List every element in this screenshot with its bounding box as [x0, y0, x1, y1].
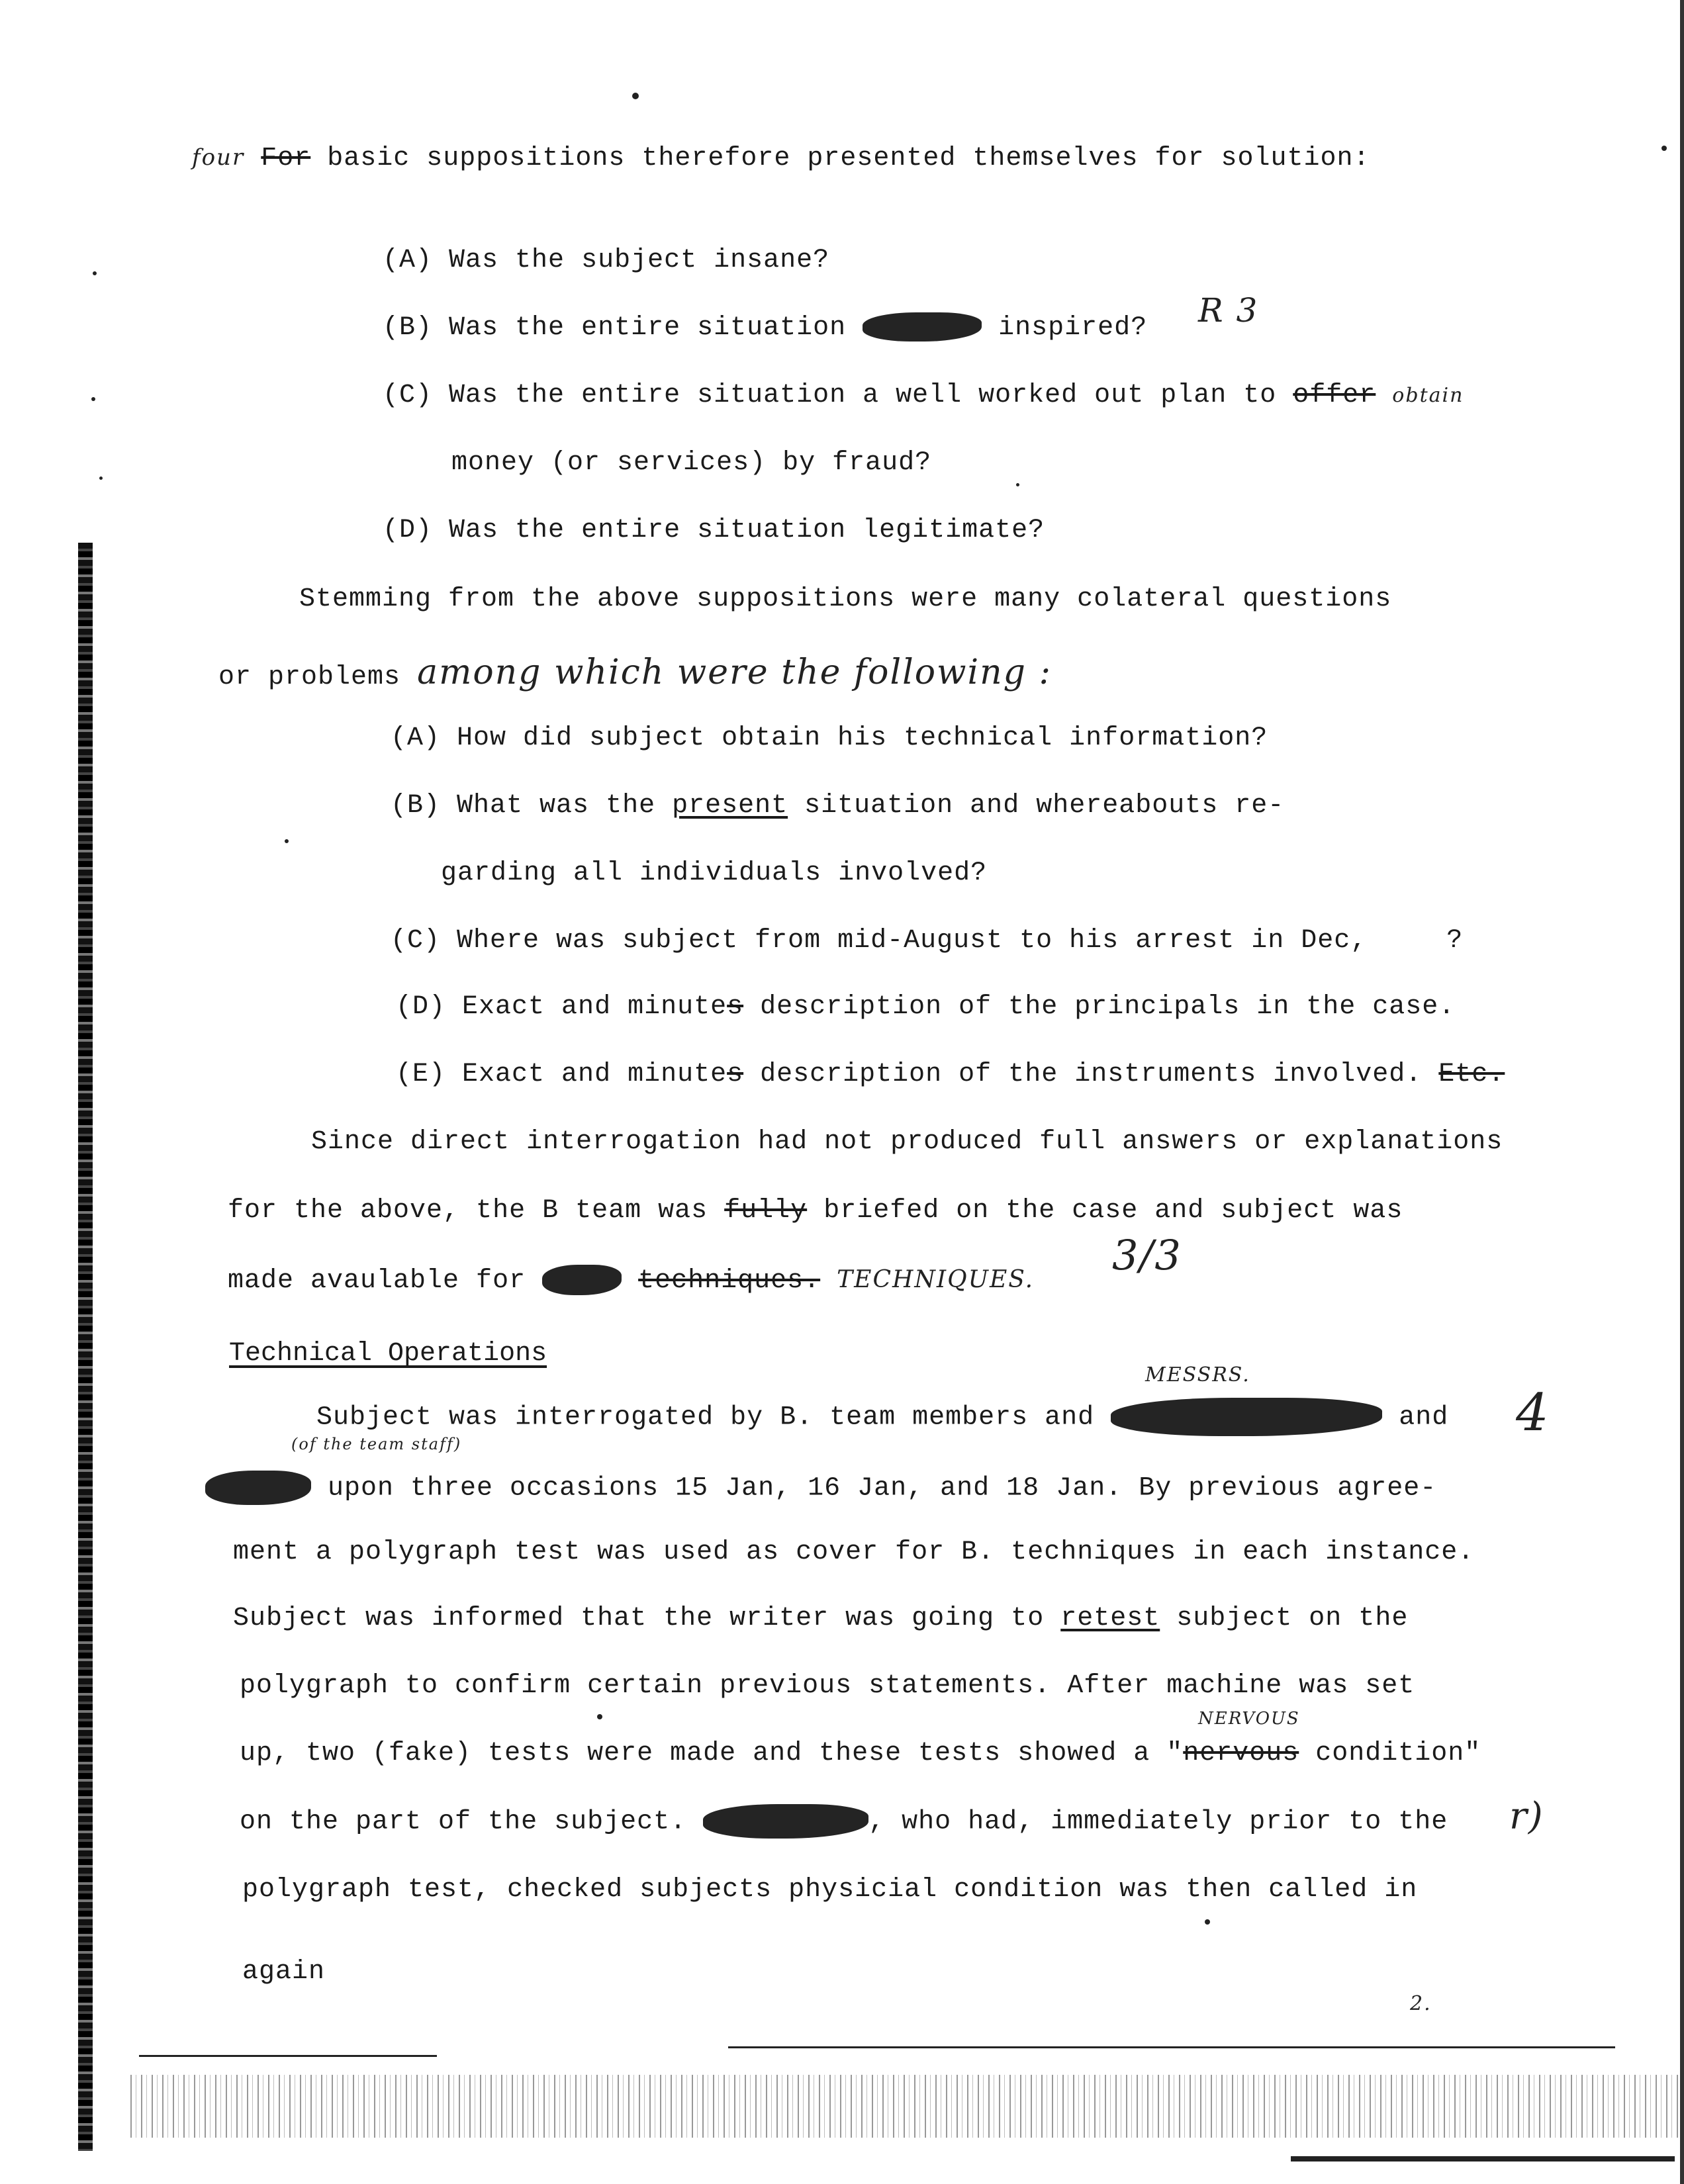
tech-line4 [233, 1602, 1408, 1636]
intro-line [192, 140, 1370, 176]
tech-line3 [233, 1535, 1474, 1570]
stemming-line2 [218, 655, 1052, 695]
handwritten-of-team-staff: (of the team staff) [291, 1435, 462, 1453]
margin-note-3-3: 3/3 [1112, 1231, 1182, 1279]
supposition-text: Was the entire situation a well worked out plan to [449, 381, 1277, 410]
intro-text: basic suppositions therefore presented themselves for solution: [327, 144, 1370, 173]
paragraph-text: for the above, the B team was [228, 1196, 708, 1226]
supposition-text: money (or services) by fraud? [451, 448, 932, 478]
question-c [391, 924, 1463, 958]
question-d [396, 990, 1455, 1024]
struck-letter: s [727, 992, 744, 1022]
question-a [391, 721, 1268, 756]
supposition-a [383, 244, 829, 278]
paragraph-text: on the part of the subject. [240, 1807, 687, 1837]
redaction-block [703, 1804, 868, 1839]
bottom-rule [1291, 2156, 1675, 2161]
supposition-label: (C) [383, 381, 433, 410]
question-text: Where was subject from mid-August to his arrest in Dec, [457, 926, 1368, 956]
margin-note-r: r) [1509, 1795, 1544, 1838]
paragraph-text: and [1399, 1402, 1449, 1433]
scan-speck [99, 477, 103, 480]
scan-speck [1661, 146, 1667, 151]
tech-line2 [205, 1471, 1436, 1506]
supposition-text: Was the subject insane? [449, 246, 830, 275]
tech-line6 [240, 1737, 1481, 1771]
question-text: Exact and minute [462, 992, 727, 1022]
tech-line8 [242, 1873, 1417, 1907]
struck-word: nervous [1183, 1739, 1299, 1768]
supposition-text: Was the entire situation legitimate? [449, 516, 1045, 545]
handwritten-insert: obtain [1392, 384, 1464, 407]
question-text: Exact and minute [462, 1060, 727, 1089]
scan-speck [597, 1714, 602, 1719]
question-e [396, 1058, 1505, 1092]
supposition-text: Was the entire situation [449, 313, 847, 343]
struck-word: offer [1293, 381, 1376, 410]
supposition-text: inspired? [998, 313, 1148, 343]
question-label: (D) [396, 992, 446, 1022]
redaction-block [863, 312, 982, 341]
since-line1 [311, 1125, 1503, 1160]
tech-line7 [240, 1804, 1448, 1840]
supposition-label: (B) [383, 313, 433, 343]
paragraph-text: ment a polygraph test was used as cover for B. techniques in each instance. [233, 1537, 1475, 1567]
question-tail: ? [1446, 926, 1464, 956]
bottom-rule [139, 2055, 437, 2057]
paragraph-text: Subject was interrogated by B. team members and [316, 1402, 1095, 1433]
paragraph-text: made avaulable for [228, 1266, 526, 1296]
tech-line9 [242, 1955, 325, 1989]
stemming-line1 [299, 582, 1391, 617]
scan-speck [285, 839, 289, 843]
scan-speck [93, 271, 97, 275]
paragraph-text: polygraph to confirm certain previous statements. After machine was set [240, 1671, 1415, 1701]
footer-mark: 2. [1410, 1992, 1432, 2015]
supposition-label: (A) [383, 246, 433, 275]
supposition-c-cont [451, 446, 931, 480]
struck-word: fully [724, 1196, 808, 1226]
underlined-word: retest [1060, 1604, 1160, 1633]
handwritten-four: four [192, 144, 245, 171]
paragraph-text: Subject was informed that the writer was going to [233, 1604, 1045, 1633]
since-line2 [228, 1194, 1403, 1228]
question-label: (A) [391, 723, 441, 753]
paragraph-text: briefed on the case and subject was [823, 1196, 1403, 1226]
paragraph-text: up, two (fake) tests were made and these tests showed a " [240, 1739, 1184, 1768]
supposition-c [383, 379, 1464, 413]
paragraph-text: , who had, immediately prior to the [868, 1807, 1448, 1837]
scan-edge-right [1680, 0, 1684, 2184]
handwritten-nervous: NERVOUS [1198, 1709, 1300, 1729]
bottom-rule [728, 2046, 1615, 2048]
scan-noise-bottom [126, 2075, 1681, 2138]
question-text: description of the principals in the case. [760, 992, 1456, 1022]
redaction-block [205, 1471, 311, 1505]
supposition-b [383, 311, 1147, 345]
paragraph-text: condition" [1299, 1739, 1481, 1768]
question-b [391, 789, 1284, 823]
section-title: Technical Operations [229, 1339, 547, 1369]
scan-edge-left [78, 543, 93, 2151]
paragraph-text: polygraph test, checked subjects physicial condition was then called in [242, 1875, 1418, 1905]
supposition-d [383, 514, 1045, 548]
underlined-word: present [672, 791, 788, 821]
struck-word: For [261, 144, 311, 173]
question-label: (C) [391, 926, 441, 956]
question-text: What was the [457, 791, 656, 821]
struck-etc: Etc. [1438, 1060, 1505, 1089]
paragraph-text: Since direct interrogation had not produced full answers or explanations [311, 1127, 1503, 1157]
scan-speck [1016, 483, 1019, 486]
paragraph-text: Stemming from the above suppositions were many colateral questions [299, 584, 1392, 614]
struck-letter: s [727, 1060, 744, 1089]
scan-speck [91, 397, 95, 401]
margin-note-r3: R 3 [1198, 291, 1259, 330]
redaction-block [1111, 1398, 1382, 1436]
paragraph-text: or problems [218, 662, 401, 692]
struck-word: techniques. [638, 1266, 821, 1296]
question-label: (B) [391, 791, 441, 821]
paragraph-text: upon three occasions 15 Jan, 16 Jan, and 18 Jan. By previous agree- [328, 1473, 1437, 1504]
scan-speck [1205, 1919, 1210, 1925]
supposition-label: (D) [383, 516, 433, 545]
handwritten-messrs: MESSRS. [1145, 1363, 1250, 1387]
paragraph-text: again [242, 1957, 326, 1987]
handwritten-insert: TECHNIQUES. [837, 1266, 1035, 1293]
handwritten-insert: among which were the following : [417, 653, 1052, 692]
question-text: description of the instruments involved. [760, 1060, 1423, 1089]
tech-line1 [316, 1398, 1448, 1436]
question-text: How did subject obtain his technical information? [457, 723, 1268, 753]
question-label: (E) [396, 1060, 446, 1089]
question-text: situation and whereabouts re- [804, 791, 1285, 821]
since-line3 [228, 1263, 1034, 1298]
tech-line5 [240, 1669, 1415, 1704]
question-b-cont [441, 856, 987, 891]
question-text: garding all individuals involved? [441, 858, 988, 888]
scan-speck [632, 93, 639, 99]
margin-note-4: 4 [1516, 1383, 1550, 1443]
redaction-block [542, 1265, 622, 1295]
paragraph-text: subject on the [1176, 1604, 1409, 1633]
